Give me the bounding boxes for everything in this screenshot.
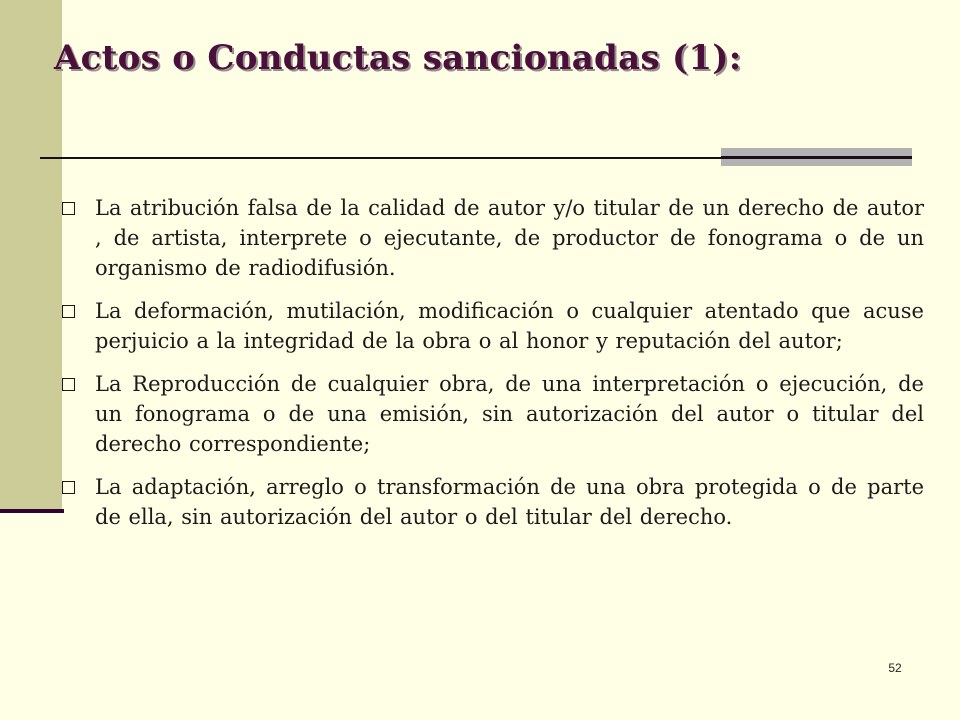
hollow-square-icon [62,305,75,318]
bullet-item [58,369,924,459]
bullet-item [58,472,924,532]
page-number: 52 [888,661,902,675]
left-decorative-bar [0,0,62,512]
bullet-item [58,296,924,356]
slide-title: Actos o Conductas sancionadas (1): [54,38,742,78]
bullet-text: La Reproducción de cualquier obra, de una interpretación o ejecución, de un fonograma o de una emisión, sin autorización del autor o titular del derecho correspondiente; [95,372,924,456]
title-accent-line [721,156,912,158]
bullet-text: La adaptación, arreglo o transformación de una obra protegida o de parte de ella, sin autorización del autor o del titular del derecho. [95,475,924,529]
hollow-square-icon [62,481,75,494]
hollow-square-icon [62,202,75,215]
left-decorative-rule [0,509,64,513]
hollow-square-icon [62,378,75,391]
bullet-list [58,193,924,545]
bullet-text: La atribución falsa de la calidad de autor y/o titular de un derecho de autor , de artista, interprete o ejecutante, de productor de fonograma o de un organismo de radiodifusión. [95,196,924,280]
bullet-item [58,193,924,283]
bullet-text: La deformación, mutilación, modificación o cualquier atentado que acuse perjuicio a la integridad de la obra o al honor y reputación del autor; [95,299,924,353]
